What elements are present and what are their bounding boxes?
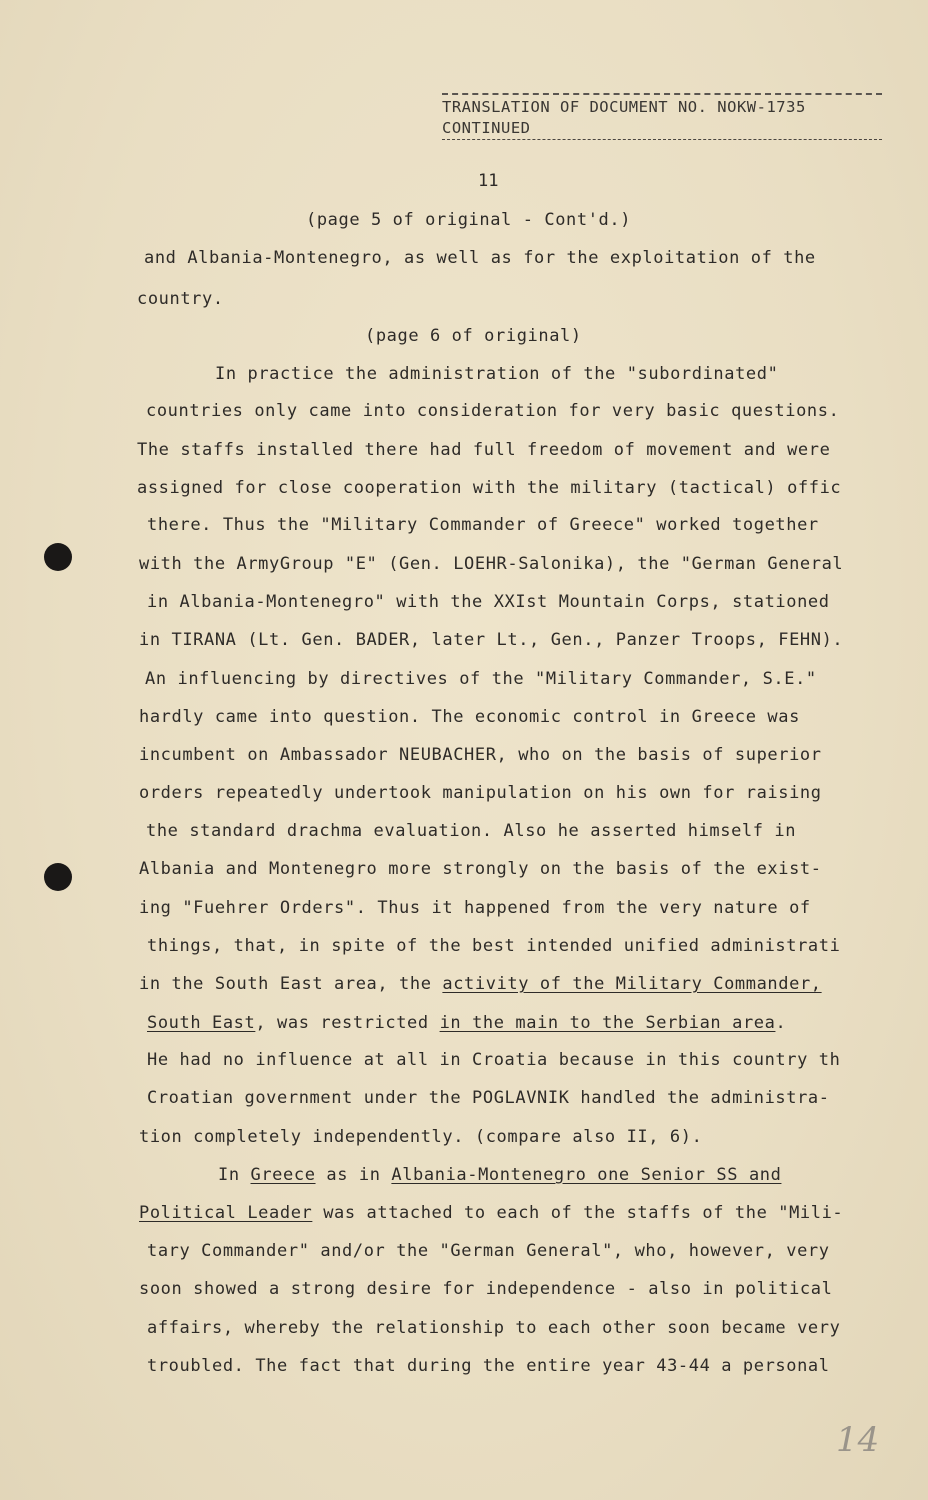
text-line: assigned for close cooperation with the military (tactical) offic (137, 478, 842, 498)
text-line: Albania and Montenegro more strongly on the basis of the exist- (139, 859, 822, 879)
handwritten-page-mark: 14 (836, 1420, 880, 1460)
text-line (139, 1202, 843, 1224)
text-segment: was attached to each of the staffs of the "Mili- (312, 1203, 844, 1223)
text-line (147, 1012, 786, 1034)
text-segment: in the South East area, the (139, 974, 443, 994)
text-line: The staffs installed there had full freedom of movement and were (137, 440, 831, 460)
text-line: with the ArmyGroup "E" (Gen. LOEHR-Salonika), the "German General (139, 554, 844, 574)
text-line: the standard drachma evaluation. Also he asserted himself in (146, 821, 797, 841)
text-line: things, that, in spite of the best intended unified administrati (147, 936, 841, 956)
header-title: TRANSLATION OF DOCUMENT NO. NOKW-1735 (442, 93, 882, 118)
text-line: in Albania-Montenegro" with the XXIst Mountain Corps, stationed (147, 592, 830, 612)
text-line: hardly came into question. The economic control in Greece was (139, 707, 800, 727)
text-line: orders repeatedly undertook manipulation on his own for raising (139, 783, 822, 803)
underlined-text: Greece (250, 1165, 316, 1185)
text-line (139, 973, 822, 995)
underlined-text: Political Leader (139, 1203, 313, 1223)
underlined-text: Albania-Montenegro one Senior SS and (391, 1165, 782, 1185)
text-line: there. Thus the "Military Commander of Greece" worked together (147, 515, 819, 535)
header-continued: CONTINUED (442, 118, 882, 140)
text-line: affairs, whereby the relationship to each other soon became very (147, 1318, 841, 1338)
text-line: and Albania-Montenegro, as well as for the exploitation of the (144, 248, 816, 268)
text-line: incumbent on Ambassador NEUBACHER, who on the basis of superior (139, 745, 822, 765)
text-line: ing "Fuehrer Orders". Thus it happened from the very nature of (139, 898, 811, 918)
punch-hole (44, 863, 72, 891)
text-segment: In (218, 1165, 251, 1185)
text-line: He had no influence at all in Croatia because in this country th (147, 1050, 841, 1070)
text-line: tion completely independently. (compare also II, 6). (139, 1127, 703, 1147)
text-line: troubled. The fact that during the entire year 43-44 a personal (147, 1356, 830, 1376)
text-segment: , was restricted (255, 1013, 440, 1033)
punch-hole (44, 543, 72, 571)
text-line: country. (137, 289, 224, 309)
text-line: In practice the administration of the "subordinated" (215, 364, 779, 384)
text-line (218, 1164, 781, 1186)
text-line: An influencing by directives of the "Military Commander, S.E." (145, 669, 817, 689)
text-segment: . (775, 1013, 787, 1033)
text-line: tary Commander" and/or the "German General", who, however, very (147, 1241, 830, 1261)
underlined-text: in the main to the Serbian area (439, 1013, 776, 1033)
page-number: 11 (478, 171, 499, 191)
text-line: Croatian government under the POGLAVNIK handled the administra- (147, 1088, 830, 1108)
underlined-text: South East (147, 1013, 256, 1033)
document-header (442, 93, 882, 140)
text-line: (page 6 of original) (365, 326, 582, 346)
text-line: soon showed a strong desire for independence - also in political (139, 1279, 833, 1299)
text-line: (page 5 of original - Cont'd.) (306, 210, 632, 230)
text-line: countries only came into consideration for very basic questions. (146, 401, 840, 421)
underlined-text: activity of the Military Commander, (442, 974, 822, 994)
text-line: in TIRANA (Lt. Gen. BADER, later Lt., Gen., Panzer Troops, FEHN). (139, 630, 844, 650)
text-segment: as in (315, 1165, 392, 1185)
